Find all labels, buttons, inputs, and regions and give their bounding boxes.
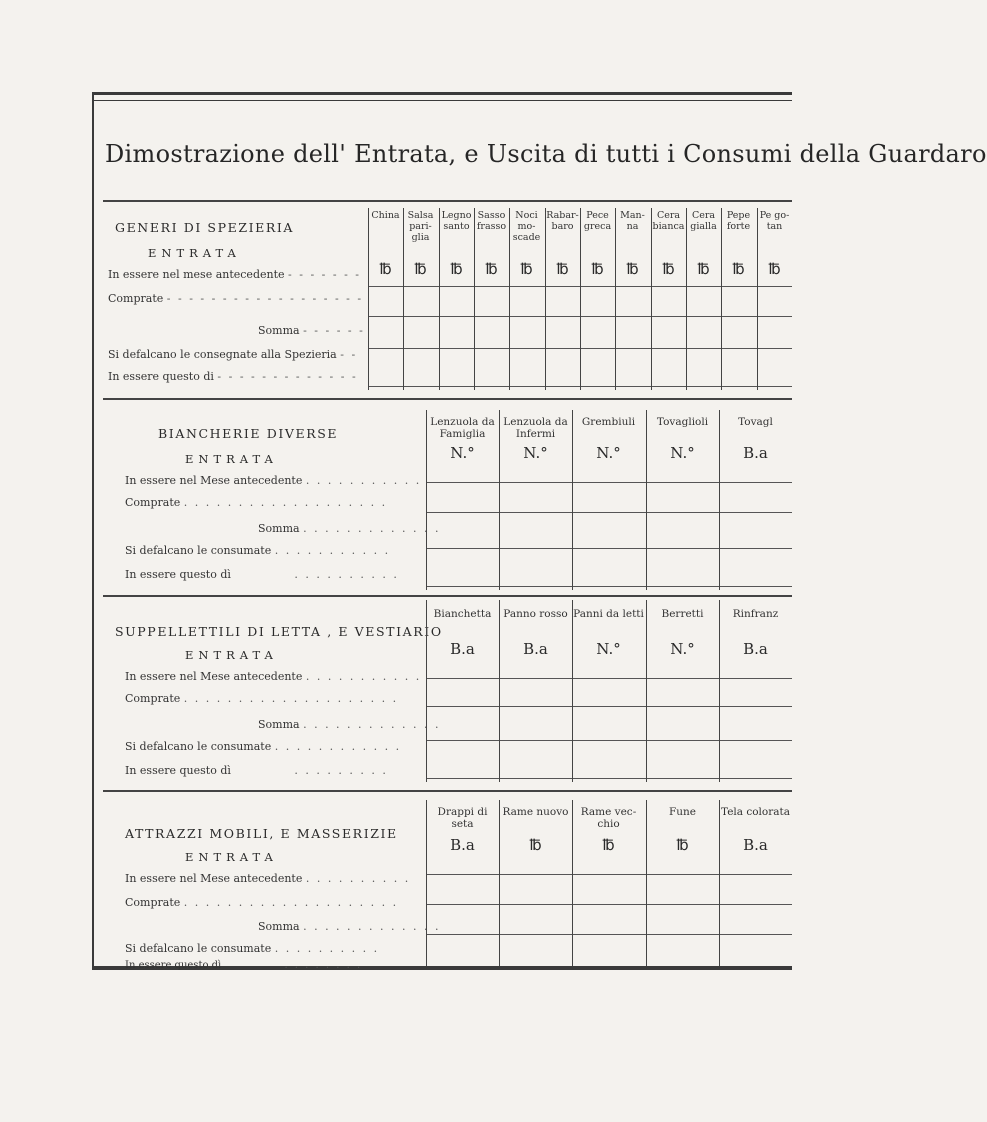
row-label: Si defalcano le consumate . . . . . . . . . . (125, 942, 380, 955)
row-label: In essere questo dì . . . . . . . . . . (125, 568, 399, 581)
column-unit: ℔ (556, 260, 569, 278)
biancherie-table (426, 410, 792, 590)
column-unit: N.° (670, 444, 695, 462)
column-unit: N.° (596, 444, 621, 462)
column-header: Lenzuola da Famiglia (430, 416, 495, 440)
column-unit: B.a (743, 444, 768, 462)
column-header: Cera gialla (690, 210, 717, 232)
column-unit: ℔ (626, 260, 639, 278)
column-unit: B.a (450, 836, 475, 854)
column-unit: ℔ (676, 836, 689, 854)
column-divider (368, 208, 369, 390)
section-heading: ATTRAZZI MOBILI, E MASSERIZIE (125, 826, 398, 841)
row-label: Si defalcano le consegnate alla Spezieria - - (108, 348, 358, 361)
row-label: Somma . . . . . . . . . . . . . (258, 920, 441, 933)
column-header: Tovaglioli (656, 416, 709, 428)
row-label: Si defalcano le consumate . . . . . . . . . . . . (125, 740, 402, 753)
section-heading: SUPPELLETTILI DI LETTA , E VESTIARIO (115, 624, 443, 639)
column-unit: ℔ (662, 260, 675, 278)
column-header: Tovagl (738, 416, 773, 428)
column-divider (721, 208, 722, 390)
column-header: Salsa pari- glia (407, 210, 434, 243)
column-divider (572, 600, 573, 782)
column-header: Rame vec- chio (580, 806, 637, 830)
column-unit: ℔ (520, 260, 533, 278)
section-subheading: ENTRATA (185, 648, 278, 662)
column-header: Rabar- baro (546, 210, 579, 232)
column-unit: B.a (523, 640, 548, 658)
column-unit: B.a (450, 640, 475, 658)
column-divider (439, 208, 440, 390)
column-header: Lenzuola da Infermi (503, 416, 568, 440)
column-header: Pepe forte (726, 210, 751, 232)
column-unit: ℔ (732, 260, 745, 278)
frame-top-rule-thin (92, 100, 792, 101)
column-unit: N.° (670, 640, 695, 658)
row-label: In essere questo dì . . . . . . . . (125, 960, 363, 971)
column-divider (615, 208, 616, 390)
column-header: Rame nuovo (502, 806, 569, 818)
column-divider (757, 208, 758, 390)
column-divider (719, 800, 720, 966)
column-header: Berretti (661, 608, 704, 620)
column-unit: ℔ (414, 260, 427, 278)
row-label: Somma . . . . . . . . . . . . . (258, 718, 441, 731)
column-unit: B.a (743, 640, 768, 658)
row-label: Comprate . . . . . . . . . . . . . . . . . . . . (125, 896, 399, 909)
column-divider (572, 410, 573, 590)
row-label: In essere nel Mese antecedente . . . . . . . . . . . (125, 670, 422, 683)
column-divider (646, 410, 647, 590)
section-subheading: ENTRATA (185, 850, 278, 864)
column-unit: N.° (596, 640, 621, 658)
column-unit: ℔ (379, 260, 392, 278)
column-divider (426, 600, 427, 782)
row-label: Si defalcano le consumate . . . . . . . . . . . (125, 544, 391, 557)
row-label: Somma - - - - - - (258, 324, 365, 337)
column-divider (545, 208, 546, 390)
column-divider (646, 800, 647, 966)
row-label: In essere nel mese antecedente - - - - - - - (108, 268, 362, 281)
column-header: Pe go- tan (759, 210, 790, 232)
row-label: Comprate . . . . . . . . . . . . . . . . . . . . (125, 692, 399, 705)
column-header: Drappi di seta (437, 806, 488, 830)
column-header: Sasso frasso (476, 210, 507, 232)
column-unit: ℔ (529, 836, 542, 854)
column-header: Grembiuli (581, 416, 636, 428)
column-divider (719, 600, 720, 782)
column-header: Panni da letti (573, 608, 644, 620)
column-unit: B.a (743, 836, 768, 854)
column-header: China (371, 210, 400, 221)
spezieria-table (368, 208, 792, 390)
row-label: Comprate - - - - - - - - - - - - - - - - - - (108, 292, 364, 305)
column-unit: ℔ (602, 836, 615, 854)
column-header: Pece greca (583, 210, 612, 232)
column-unit: N.° (450, 444, 475, 462)
row-label: Comprate . . . . . . . . . . . . . . . . . . . (125, 496, 388, 509)
column-divider (686, 208, 687, 390)
column-header: Noci mo- scade (512, 210, 541, 243)
section-subheading: ENTRATA (185, 452, 278, 466)
row-label: In essere nel Mese antecedente . . . . . . . . . . . (125, 474, 422, 487)
column-divider (474, 208, 475, 390)
row-label: Somma . . . . . . . . . . . . . (258, 522, 441, 535)
column-unit: ℔ (485, 260, 498, 278)
section-subheading: ENTRATA (148, 246, 241, 260)
column-header: Legno santo (441, 210, 472, 232)
column-header: Bianchetta (433, 608, 492, 620)
column-divider (719, 410, 720, 590)
column-unit: ℔ (591, 260, 604, 278)
column-header: Rinfranz (732, 608, 779, 620)
suppellettili-table (426, 600, 792, 782)
column-unit: ℔ (697, 260, 710, 278)
page-title: Dimostrazione dell' Entrata, e Uscita di tutti i Consumi della Guardaro (105, 140, 987, 168)
column-unit: ℔ (768, 260, 781, 278)
row-label: In essere nel Mese antecedente . . . . . . . . . . (125, 872, 411, 885)
frame-left-rule (92, 92, 94, 970)
section-heading: GENERI DI SPEZIERIA (115, 220, 295, 235)
column-divider (580, 208, 581, 390)
row-label: In essere questo di - - - - - - - - - - - - - (108, 370, 358, 383)
section-heading: BIANCHERIE DIVERSE (158, 426, 339, 441)
column-unit: ℔ (450, 260, 463, 278)
column-divider (499, 800, 500, 966)
column-header: Panno rosso (503, 608, 568, 620)
row-label: In essere questo dì . . . . . . . . . (125, 764, 388, 777)
attrazzi-table (426, 800, 792, 966)
column-header: Fune (668, 806, 697, 818)
column-header: Cera bianca (652, 210, 685, 232)
column-header: Man- na (620, 210, 645, 232)
column-divider (499, 600, 500, 782)
column-header: Tela colorata (721, 806, 790, 818)
column-unit: N.° (523, 444, 548, 462)
column-divider (646, 600, 647, 782)
column-divider (651, 208, 652, 390)
frame-top-rule (92, 92, 792, 95)
